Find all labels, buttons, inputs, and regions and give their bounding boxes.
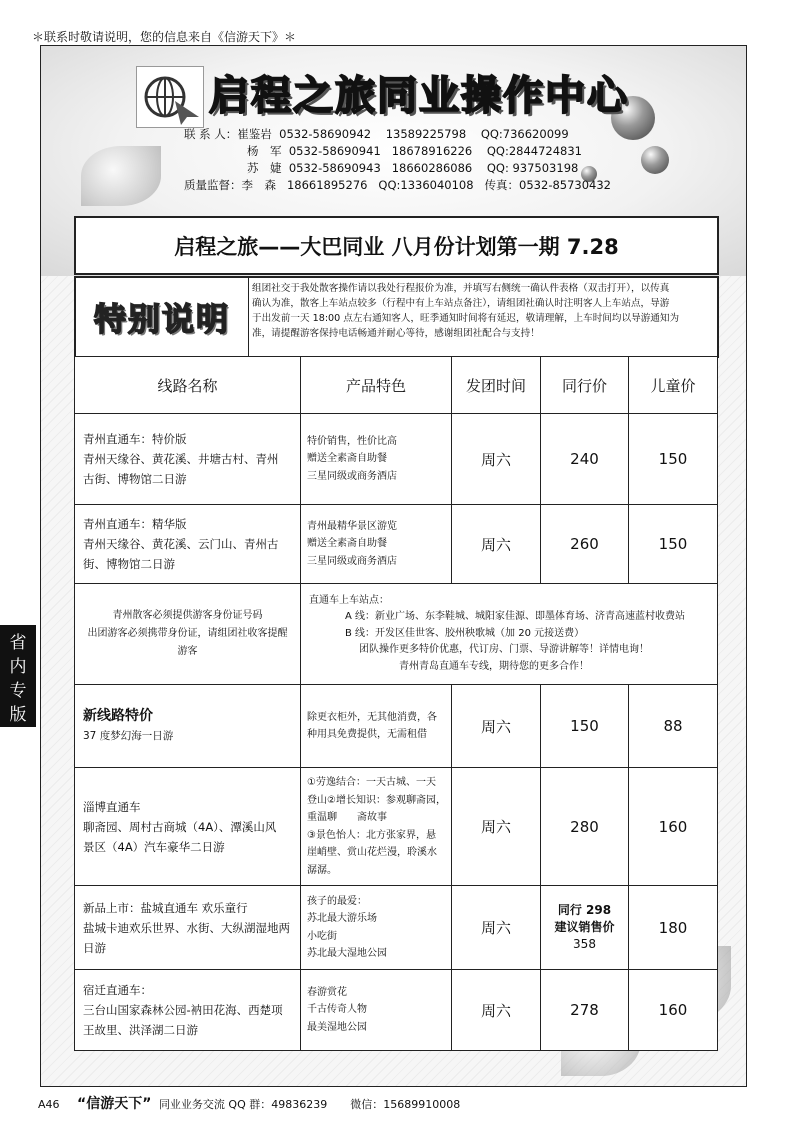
info-line: 游客 bbox=[177, 646, 198, 657]
contact-phone: 0532-58690941 bbox=[288, 144, 381, 158]
table-row bbox=[75, 505, 718, 584]
info-row bbox=[75, 584, 718, 685]
route-features bbox=[301, 414, 452, 505]
feature-line: 千古传奇人物 bbox=[307, 1004, 367, 1016]
table-row bbox=[75, 414, 718, 505]
price-line: 建议销售价 bbox=[554, 920, 615, 934]
route-line: 古街、博物馆二日游 bbox=[83, 472, 187, 486]
trade-price: 278 bbox=[541, 970, 629, 1051]
route-name bbox=[75, 768, 301, 886]
trade-price bbox=[541, 886, 629, 970]
departure-day: 周六 bbox=[452, 970, 541, 1051]
contact-name: 杨 军 bbox=[247, 144, 282, 158]
feature-line: 潺潺。 bbox=[307, 864, 337, 876]
route-line: 盐城卡迪欢乐世界、水街、大纵湖湿地两 bbox=[83, 920, 290, 935]
special-line: 准，请提醒游客保持电话畅通并耐心等待，感谢组团社配合与支持！ bbox=[252, 328, 540, 339]
feature-line: 春游赏花 bbox=[307, 986, 347, 998]
table-row bbox=[75, 970, 718, 1051]
contact-phone: 0532-58690942 bbox=[279, 127, 372, 141]
info-line: 青州散客必须提供游客身份证号码 bbox=[112, 610, 263, 621]
route-line: 青州天缘谷、黄花溪、井塘古村、青州 bbox=[83, 452, 279, 466]
plan-title: 启程之旅——大巴同业 八月份计划第一期 7.28 bbox=[74, 216, 719, 275]
brochure-page bbox=[40, 45, 747, 1087]
tab-char: 专 bbox=[9, 681, 27, 701]
info-line: 直通车上车站点： bbox=[309, 594, 389, 606]
header-route-name: 线路名称 bbox=[75, 357, 301, 414]
route-features bbox=[301, 886, 452, 970]
child-price: 180 bbox=[629, 886, 718, 970]
info-line: A 线：新业广场、东李鞋城、城阳家佳源、即墨体育场、济青高速蓝村收费站 bbox=[345, 611, 686, 623]
route-features bbox=[301, 970, 452, 1051]
route-name bbox=[75, 886, 301, 970]
route-name bbox=[75, 970, 301, 1051]
child-price: 150 bbox=[629, 505, 718, 584]
contact-mobile: 18660286086 bbox=[391, 161, 473, 175]
route-line: 日游 bbox=[83, 940, 106, 955]
route-line: 青州直通车：特价版 bbox=[83, 432, 187, 446]
tab-char: 内 bbox=[9, 657, 27, 677]
info-line: 青州青岛直通车专线，期待您的更多合作！ bbox=[399, 660, 589, 672]
contact-row bbox=[247, 143, 582, 159]
header-features: 产品特色 bbox=[301, 357, 452, 414]
top-note: ＊联系时敬请说明，您的信息来自《信游天下》＊ bbox=[32, 30, 297, 44]
feature-line: ③景色怡人：北方张家界，悬 bbox=[307, 829, 436, 841]
route-highlight: 新线路特价 bbox=[83, 708, 153, 724]
departure-day: 周六 bbox=[452, 685, 541, 768]
trade-price: 150 bbox=[541, 685, 629, 768]
contact-row bbox=[184, 126, 569, 142]
trade-price: 280 bbox=[541, 768, 629, 886]
tab-char: 版 bbox=[9, 705, 27, 725]
header-departure: 发团时间 bbox=[452, 357, 541, 414]
feature-line: 重温聊 斋故事 bbox=[307, 812, 387, 823]
contact-qq: QQ: 937503198 bbox=[486, 161, 579, 175]
feature-line: 种用具免费提供，无需租借 bbox=[307, 729, 427, 740]
page-number: A46 bbox=[38, 1098, 60, 1111]
info-line: 出团游客必须携带身份证，请组团社收客提醒 bbox=[87, 628, 288, 639]
contact-name: 崔鉴岩 bbox=[237, 127, 272, 141]
departure-day: 周六 bbox=[452, 505, 541, 584]
globe-logo bbox=[136, 66, 204, 128]
feature-line: 特价销售，性价比高 bbox=[307, 435, 397, 447]
pickup-stations bbox=[301, 584, 718, 685]
route-line: 景区（4A）汽车豪华二日游 bbox=[83, 839, 225, 854]
feature-line: 三星同级或商务酒店 bbox=[307, 555, 397, 567]
header-trade-price: 同行价 bbox=[541, 357, 629, 414]
footer-qq: 同业业务交流 QQ 群：49836239 bbox=[158, 1098, 328, 1111]
trade-price: 240 bbox=[541, 414, 629, 505]
supervisor-mobile: 18661895276 bbox=[286, 178, 368, 192]
header-child-price: 儿童价 bbox=[629, 357, 718, 414]
route-line: 青州直通车：精华版 bbox=[83, 517, 187, 531]
route-line: 王故里、洪泽湖二日游 bbox=[83, 1023, 198, 1037]
feature-line: 青州最精华景区游览 bbox=[307, 520, 397, 532]
route-name bbox=[75, 685, 301, 768]
special-line: 组团社交于我处散客操作请以我处行程报价为准，并填写右侧统一确认件表格（双击打开），以传真 bbox=[252, 283, 670, 294]
info-line: 团队操作更多特价优惠，代订房、门票、导游讲解等！详情电询！ bbox=[359, 644, 649, 656]
footer-brand: “信游天下” bbox=[77, 1096, 152, 1112]
supervisor-name: 李 森 bbox=[241, 178, 276, 192]
route-features bbox=[301, 768, 452, 886]
feature-line: 崖峭壁、赏山花烂漫，聆溪水 bbox=[307, 847, 437, 858]
feature-line: 除更衣柜外，无其他消费，各 bbox=[307, 711, 437, 723]
feature-line: 赠送全素斋自助餐 bbox=[307, 538, 387, 550]
special-line: 确认为准，散客上车站点较多（行程中有上车站点备注），请组团社确认时注明客人上车站点，导游 bbox=[252, 298, 670, 309]
feature-line: 孩子的最爱： bbox=[307, 895, 367, 907]
tab-char: 省 bbox=[9, 633, 27, 653]
special-line: 于出发前一天 18:00 点左右通知客人，旺季通知时间将有延迟，敬请理解，上车时间均以导游通知为 bbox=[252, 313, 680, 324]
route-line: 青州天缘谷、黄花溪、云门山、青州古 bbox=[83, 537, 279, 551]
id-requirement bbox=[75, 584, 301, 685]
contact-name: 苏 婕 bbox=[247, 161, 282, 175]
price-line: 358 bbox=[573, 937, 596, 951]
special-text bbox=[252, 281, 716, 341]
child-price: 88 bbox=[629, 685, 718, 768]
section-tab bbox=[0, 625, 36, 727]
contact-row bbox=[247, 160, 578, 176]
route-line: 三台山国家森林公园-衲田花海、西楚项 bbox=[83, 1003, 283, 1017]
feature-line: ①劳逸结合：一天古城、一天 bbox=[307, 777, 436, 788]
special-label: 特别说明 bbox=[76, 278, 249, 356]
price-line: 同行 298 bbox=[557, 903, 612, 917]
feature-line: 登山②增长知识：参观聊斋园， bbox=[307, 794, 446, 806]
contact-qq: QQ:2844724831 bbox=[486, 144, 582, 158]
routes-table bbox=[74, 356, 718, 1051]
table-header bbox=[75, 357, 718, 414]
info-line: B 线：开发区佳世客、胶州秧歌城（加 20 元接送费） bbox=[345, 627, 585, 639]
supervisor-row bbox=[184, 177, 611, 193]
route-features bbox=[301, 505, 452, 584]
feature-line: 三星同级或商务酒店 bbox=[307, 470, 397, 482]
feature-line: 苏北最大游乐场 bbox=[307, 913, 377, 924]
trade-price: 260 bbox=[541, 505, 629, 584]
route-line: 37 度梦幻海一日游 bbox=[83, 730, 174, 742]
child-price: 160 bbox=[629, 970, 718, 1051]
route-line: 聊斋园、周村古商城（4A）、潭溪山风 bbox=[83, 819, 277, 834]
feature-line: 苏北最大湿地公园 bbox=[307, 948, 387, 959]
supervisor-fax: 传真：0532-85730432 bbox=[484, 178, 611, 192]
decor-leaf bbox=[81, 146, 161, 206]
decor-ball bbox=[641, 146, 669, 174]
route-line: 宿迁直通车： bbox=[83, 983, 152, 997]
route-features bbox=[301, 685, 452, 768]
route-line: 街、博物馆二日游 bbox=[83, 557, 175, 571]
departure-day: 周六 bbox=[452, 414, 541, 505]
table-row bbox=[75, 886, 718, 970]
special-notice bbox=[74, 276, 719, 358]
table-row bbox=[75, 685, 718, 768]
departure-day: 周六 bbox=[452, 886, 541, 970]
route-name bbox=[75, 505, 301, 584]
supervisor-label: 质量监督： bbox=[184, 178, 242, 192]
feature-line: 小吃街 bbox=[307, 930, 337, 942]
child-price: 150 bbox=[629, 414, 718, 505]
contact-mobile: 18678916226 bbox=[391, 144, 473, 158]
route-name bbox=[75, 414, 301, 505]
child-price: 160 bbox=[629, 768, 718, 886]
footer-wechat: 微信：15689910008 bbox=[350, 1098, 461, 1111]
contact-label: 联 系 人： bbox=[184, 127, 238, 141]
page-footer bbox=[38, 1093, 460, 1113]
supervisor-qq: QQ:1336040108 bbox=[378, 178, 474, 192]
feature-line: 赠送全素斋自助餐 bbox=[307, 453, 387, 465]
contact-mobile: 13589225798 bbox=[385, 127, 467, 141]
departure-day: 周六 bbox=[452, 768, 541, 886]
feature-line: 最美湿地公园 bbox=[307, 1021, 367, 1033]
route-line: 新品上市：盐城直通车 欢乐童行 bbox=[83, 900, 248, 915]
agency-title: 启程之旅同业操作中心 bbox=[209, 73, 629, 119]
table-row bbox=[75, 768, 718, 886]
contact-qq: QQ:736620099 bbox=[480, 127, 569, 141]
route-line: 淄博直通车 bbox=[83, 799, 141, 814]
contact-phone: 0532-58690943 bbox=[288, 161, 381, 175]
